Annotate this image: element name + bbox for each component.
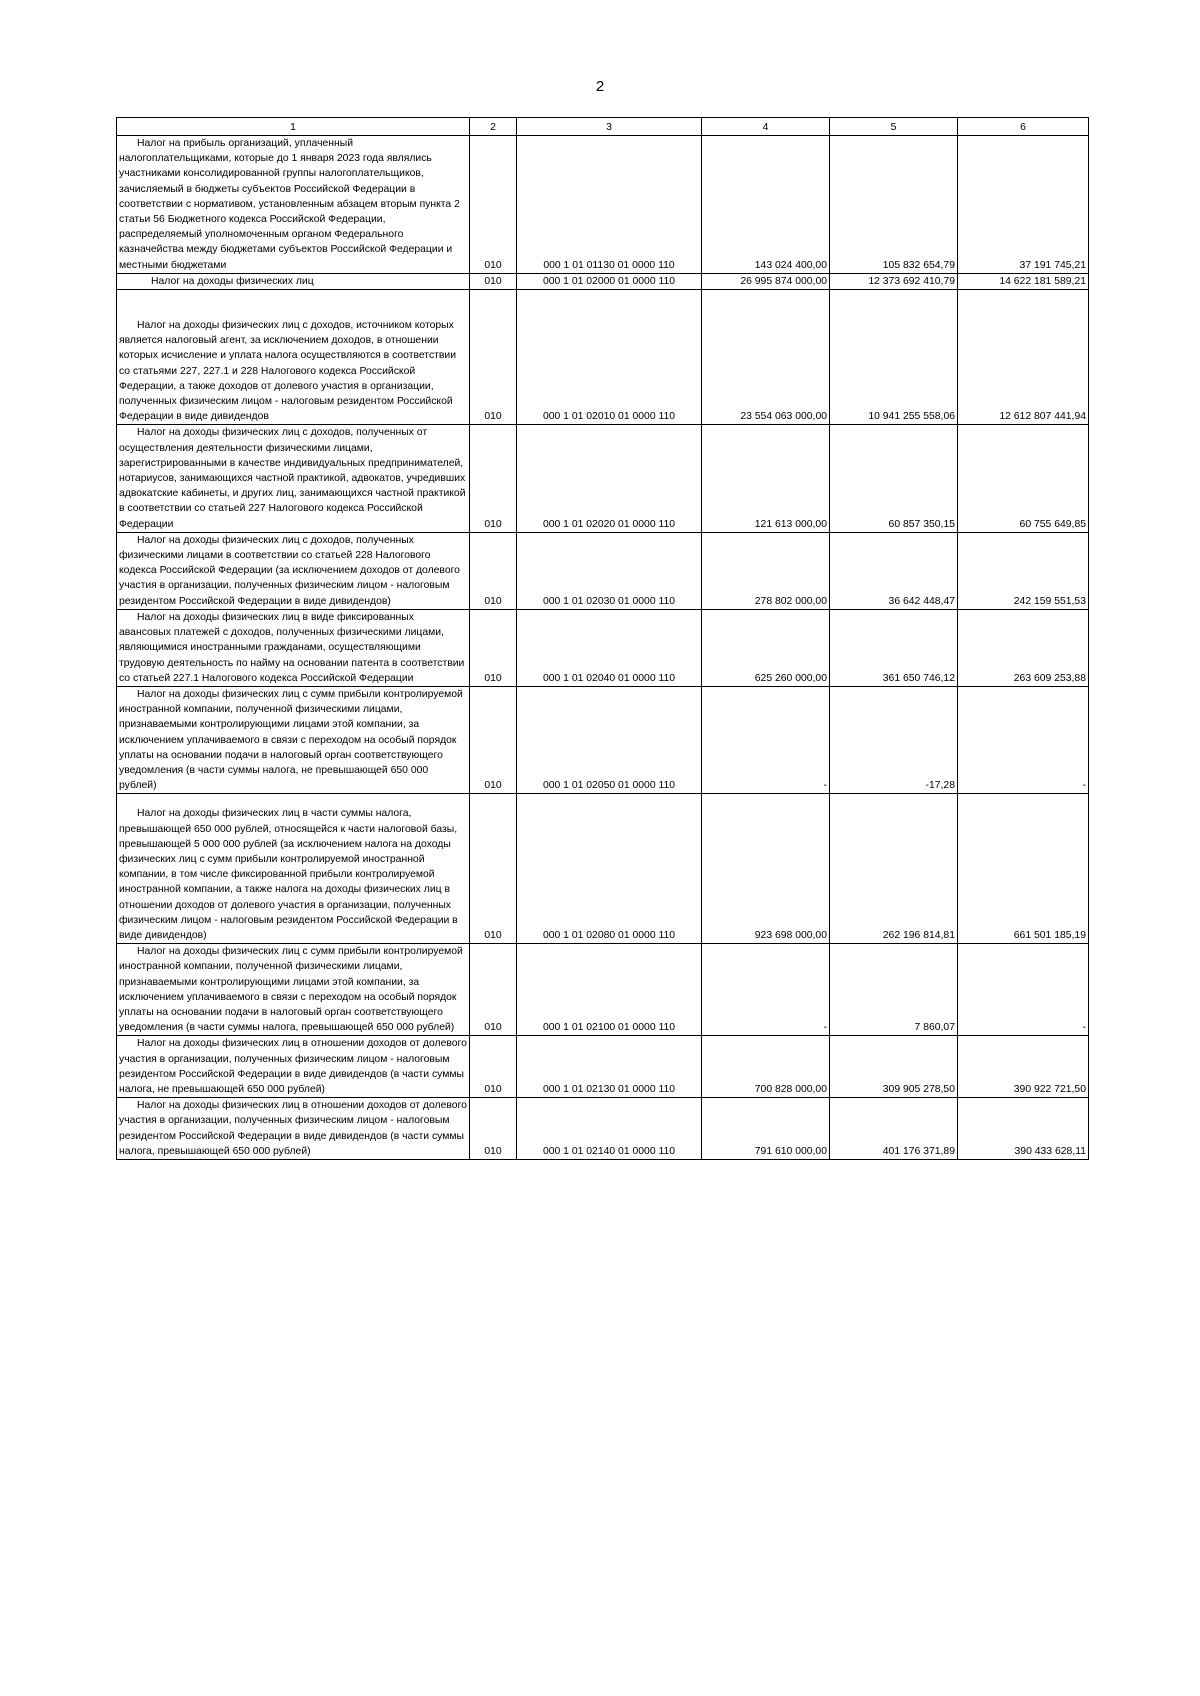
row-name-cell <box>117 425 470 532</box>
column-header-6: 6 <box>958 118 1089 136</box>
row-name-cell <box>117 273 470 289</box>
row-approved: 26 995 874 000,00 <box>702 273 830 289</box>
row-name: Налог на доходы физических лиц с доходов, полученных физическими лицами в соответствии со статьей 228 Налогового кодекса Российской Федерации (за исключением доходов от долевого участия в организации, полученных физическим лицом - налоговым резидентом Российской Федерации в виде дивидендов) <box>119 534 460 607</box>
row-line-code: 010 <box>470 136 517 274</box>
row-name-cell <box>117 686 470 793</box>
row-approved: 278 802 000,00 <box>702 532 830 609</box>
row-name: Налог на доходы физических лиц в отношении доходов от долевого участия в организации, полученных физическим лицом - налоговым резидентом Российской Федерации в виде дивидендов (в части суммы налога, не превышающей 650 000 рублей) <box>119 1038 467 1095</box>
row-name-cell <box>117 609 470 686</box>
row-classification-code: 000 1 01 02040 01 0000 110 <box>517 609 702 686</box>
row-executed: 60 857 350,15 <box>830 425 958 532</box>
row-unexecuted: 37 191 745,21 <box>958 136 1089 274</box>
row-name: Налог на доходы физических лиц в части суммы налога, превышающей 650 000 рублей, относящейся к части налоговой базы, превышающей 5 000 000 рублей (за исключением налога на доходы физических лиц с сумм прибыли контролируемой иностранной компании, в том числе фиксированной прибыли контролируемой иностранной компании, а также налога на доходы физических лиц в отношении доходов от долевого участия в организации, полученных физическим лицом - налоговым резидентом Российской Федерации в виде дивидендов) <box>119 808 458 941</box>
row-approved: 700 828 000,00 <box>702 1036 830 1098</box>
row-name: Налог на доходы физических лиц в виде фиксированных авансовых платежей с доходов, полученных физическими лицами, являющимися иностранными гражданами, осуществляющими трудовую деятельность по найму на основании патента в соответствии со статьей 227.1 Налогового кодекса Российской Федерации <box>119 611 465 684</box>
row-classification-code: 000 1 01 02140 01 0000 110 <box>517 1098 702 1160</box>
row-line-code: 010 <box>470 1098 517 1160</box>
row-approved: - <box>702 686 830 793</box>
row-classification-code: 000 1 01 02050 01 0000 110 <box>517 686 702 793</box>
column-header-3: 3 <box>517 118 702 136</box>
table-row <box>117 944 1089 1036</box>
row-approved: 143 024 400,00 <box>702 136 830 274</box>
row-name: Налог на доходы физических лиц с сумм прибыли контролируемой иностранной компании, полученной физическими лицами, признаваемыми контролирующими лицами этой компании, за исключением уплачиваемого в связи с переходом на особый порядок уплаты на основании подачи в налоговый орган соответствующего уведомления (в части суммы налога, превышающей 650 000 рублей) <box>119 946 463 1034</box>
row-classification-code: 000 1 01 02000 01 0000 110 <box>517 273 702 289</box>
row-line-code: 010 <box>470 532 517 609</box>
row-executed: 105 832 654,79 <box>830 136 958 274</box>
row-approved: 121 613 000,00 <box>702 425 830 532</box>
row-unexecuted: 390 922 721,50 <box>958 1036 1089 1098</box>
row-unexecuted: 242 159 551,53 <box>958 532 1089 609</box>
column-header-4: 4 <box>702 118 830 136</box>
row-name: Налог на доходы физических лиц <box>151 275 314 287</box>
row-name-cell <box>117 532 470 609</box>
row-line-code: 010 <box>470 273 517 289</box>
row-executed: 36 642 448,47 <box>830 532 958 609</box>
row-unexecuted: - <box>958 944 1089 1036</box>
row-executed: 309 905 278,50 <box>830 1036 958 1098</box>
page-number: 2 <box>595 78 605 95</box>
row-line-code: 010 <box>470 944 517 1036</box>
row-name: Налог на доходы физических лиц с сумм прибыли контролируемой иностранной компании, полученной физическими лицами, признаваемыми контролирующими лицами этой компании, за исключением уплачиваемого в связи с переходом на особый порядок уплаты на основании подачи в налоговый орган соответствующего уведомления (в части суммы налога, не превышающей 650 000 рублей) <box>119 688 463 792</box>
row-approved: - <box>702 944 830 1036</box>
row-name-cell <box>117 794 470 944</box>
table-row <box>117 425 1089 532</box>
row-classification-code: 000 1 01 02130 01 0000 110 <box>517 1036 702 1098</box>
row-executed: 7 860,07 <box>830 944 958 1036</box>
row-executed: 361 650 746,12 <box>830 609 958 686</box>
table-row <box>117 1098 1089 1160</box>
row-name-cell <box>117 290 470 425</box>
row-executed: 401 176 371,89 <box>830 1098 958 1160</box>
row-unexecuted: 12 612 807 441,94 <box>958 290 1089 425</box>
row-unexecuted: 263 609 253,88 <box>958 609 1089 686</box>
row-unexecuted: 14 622 181 589,21 <box>958 273 1089 289</box>
row-classification-code: 000 1 01 02080 01 0000 110 <box>517 794 702 944</box>
revenue-table <box>116 117 1089 1160</box>
row-executed: -17,28 <box>830 686 958 793</box>
row-unexecuted: 60 755 649,85 <box>958 425 1089 532</box>
row-name-cell <box>117 136 470 274</box>
row-executed: 12 373 692 410,79 <box>830 273 958 289</box>
row-executed: 262 196 814,81 <box>830 794 958 944</box>
row-approved: 625 260 000,00 <box>702 609 830 686</box>
row-classification-code: 000 1 01 01130 01 0000 110 <box>517 136 702 274</box>
row-name: Налог на прибыль организаций, уплаченный налогоплательщиками, которые до 1 января 2023 года являлись участниками консолидированной группы налогоплательщиков, зачисляемый в бюджеты субъектов Российской Федерации в соответствии с нормативом, установленным абзацем вторым пункта 2 статьи 56 Бюджетного кодекса Российской Федерации, распределяемый уполномоченным органом Федерального казначейства между бюджетами субъектов Российской Федерации и местными бюджетами <box>119 138 460 271</box>
row-line-code: 010 <box>470 609 517 686</box>
row-line-code: 010 <box>470 425 517 532</box>
column-header-1: 1 <box>117 118 470 136</box>
column-header-5: 5 <box>830 118 958 136</box>
table-row <box>117 686 1089 793</box>
row-unexecuted: - <box>958 686 1089 793</box>
row-name-cell <box>117 944 470 1036</box>
table-row <box>117 532 1089 609</box>
row-line-code: 010 <box>470 290 517 425</box>
table-row <box>117 1036 1089 1098</box>
row-unexecuted: 661 501 185,19 <box>958 794 1089 944</box>
row-approved: 23 554 063 000,00 <box>702 290 830 425</box>
table-row <box>117 609 1089 686</box>
row-line-code: 010 <box>470 1036 517 1098</box>
row-line-code: 010 <box>470 686 517 793</box>
row-name: Налог на доходы физических лиц с доходов, полученных от осуществления деятельности физическими лицами, зарегистрированными в качестве индивидуальных предпринимателей, нотариусов, занимающихся частной практикой, адвокатов, учредивших адвокатские кабинеты, и других лиц, занимающихся частной практикой в соответствии со статьей 227 Налогового кодекса Российской Федерации <box>119 427 466 530</box>
row-classification-code: 000 1 01 02100 01 0000 110 <box>517 944 702 1036</box>
row-classification-code: 000 1 01 02010 01 0000 110 <box>517 290 702 425</box>
row-approved: 791 610 000,00 <box>702 1098 830 1160</box>
row-name: Налог на доходы физических лиц в отношении доходов от долевого участия в организации, полученных физическим лицом - налоговым резидентом Российской Федерации в виде дивидендов (в части суммы налога, превышающей 650 000 рублей) <box>119 1100 467 1157</box>
table-row <box>117 290 1089 425</box>
row-unexecuted: 390 433 628,11 <box>958 1098 1089 1160</box>
row-name-cell <box>117 1098 470 1160</box>
row-classification-code: 000 1 01 02030 01 0000 110 <box>517 532 702 609</box>
row-approved: 923 698 000,00 <box>702 794 830 944</box>
row-name: Налог на доходы физических лиц с доходов, источником которых является налоговый агент, за исключением доходов, в отношении которых исчисление и уплата налога осуществляются в соответствии со статьями 227, 227.1 и 228 Налогового кодекса Российской Федерации, а также доходов от долевого участия в организации, полученных физическим лицом - налоговым резидентом Российской Федерации в виде дивидендов <box>119 320 457 423</box>
table-row <box>117 273 1089 289</box>
row-line-code: 010 <box>470 794 517 944</box>
row-name-cell <box>117 1036 470 1098</box>
row-classification-code: 000 1 01 02020 01 0000 110 <box>517 425 702 532</box>
table-row <box>117 794 1089 944</box>
row-executed: 10 941 255 558,06 <box>830 290 958 425</box>
column-number-row <box>117 118 1089 136</box>
column-header-2: 2 <box>470 118 517 136</box>
table-row <box>117 136 1089 274</box>
